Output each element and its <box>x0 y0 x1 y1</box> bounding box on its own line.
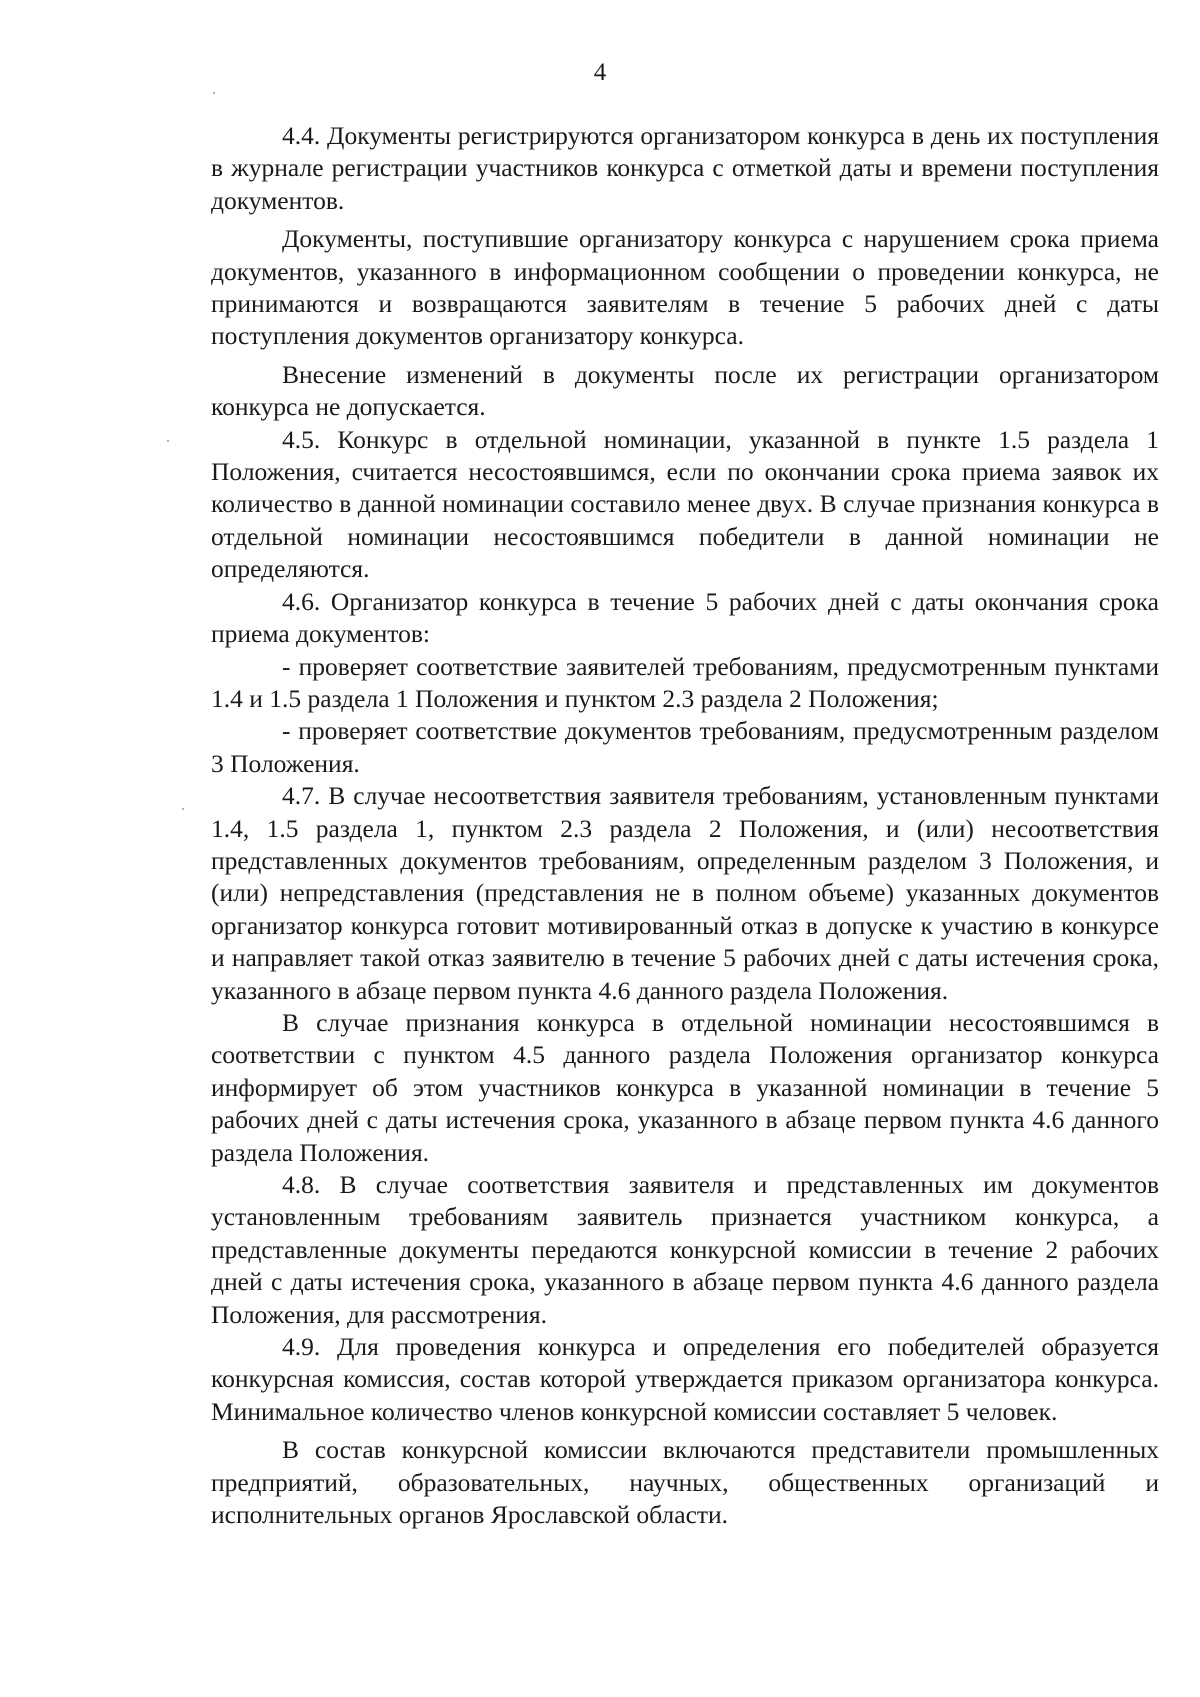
scan-speck <box>167 440 169 442</box>
paragraph-4-8: 4.8. В случае соответствия заявителя и представленных им документов установленным требованиям заявитель признается участником конкурса, а представленные документы передаются конкурсной комиссии в течение 2 рабочих дней с даты истечения срока, указанного в абзаце первом пункта 4.6 данного раздела Положения, для рассмотрения. <box>211 1170 1159 1329</box>
paragraph-4-5: 4.5. Конкурс в отдельной номинации, указанной в пункте 1.5 раздела 1 Положения, считается несостоявшимся, если по окончании срока приема заявок их количество в данной номинации составило менее двух. В случае признания конкурса в отдельной номинации несостоявшимся победители в данной номинации не определяются. <box>211 424 1159 584</box>
paragraph-late-documents: Документы, поступившие организатору конкурса с нарушением срока приема документов, указанного в информационном сообщении о проведении конкурса, не принимаются и возвращаются заявителям в течение 5 рабочих дней с даты поступления документов организатору конкурса. <box>211 224 1159 351</box>
scan-speck <box>213 92 215 94</box>
paragraph-commission-members: В состав конкурсной комиссии включаются представители промышленных предприятий, образовательных, научных, общественных организаций и исполнительных органов Ярославской области. <box>211 1435 1159 1530</box>
paragraph-4-4: 4.4. Документы регистрируются организатором конкурса в день их поступления в журнале регистрации участников конкурса с отметкой даты и времени поступления документов. <box>211 121 1159 215</box>
scan-speck <box>182 808 184 810</box>
paragraph-4-6: 4.6. Организатор конкурса в течение 5 рабочих дней с даты окончания срока приема документов: <box>211 586 1159 649</box>
page-number: 4 <box>593 59 607 86</box>
paragraph-no-changes: Внесение изменений в документы после их регистрации организатором конкурса не допускается. <box>211 359 1159 422</box>
paragraph-4-6-item-documents: - проверяет соответствие документов требованиям, предусмотренным разделом 3 Положения. <box>211 716 1159 778</box>
paragraph-4-7: 4.7. В случае несоответствия заявителя требованиям, установленным пунктами 1.4, 1.5 раздела 1, пунктом 2.3 раздела 2 Положения, и (или) несоответствия представленных документов требованиям, определенным разделом 3 Положения, и (или) непредставления (представления не в полном объеме) указанных документов организатор конкурса готовит мотивированный отказ в допуске к участию в конкурсе и направляет такой отказ заявителю в течение 5 рабочих дней с даты истечения срока, указанного в абзаце первом пункта 4.6 данного раздела Положения. <box>211 781 1159 1005</box>
paragraph-4-6-item-applicants: - проверяет соответствие заявителей требованиям, предусмотренным пунктами 1.4 и 1.5 раздела 1 Положения и пунктом 2.3 раздела 2 Положения; <box>211 651 1159 713</box>
paragraph-4-9: 4.9. Для проведения конкурса и определения его победителей образуется конкурсная комиссия, состав которой утверждается приказом организатора конкурса. Минимальное количество членов конкурсной комиссии составляет 5 человек. <box>211 1332 1159 1426</box>
paragraph-nomination-failed: В случае признания конкурса в отдельной номинации несостоявшимся в соответствии с пунктом 4.5 данного раздела Положения организатор конкурса информирует об этом участников конкурса в указанной номинации в течение 5 рабочих дней с даты истечения срока, указанного в абзаце первом пункта 4.6 данного раздела Положения. <box>211 1007 1159 1167</box>
document-body <box>211 120 1159 1531</box>
